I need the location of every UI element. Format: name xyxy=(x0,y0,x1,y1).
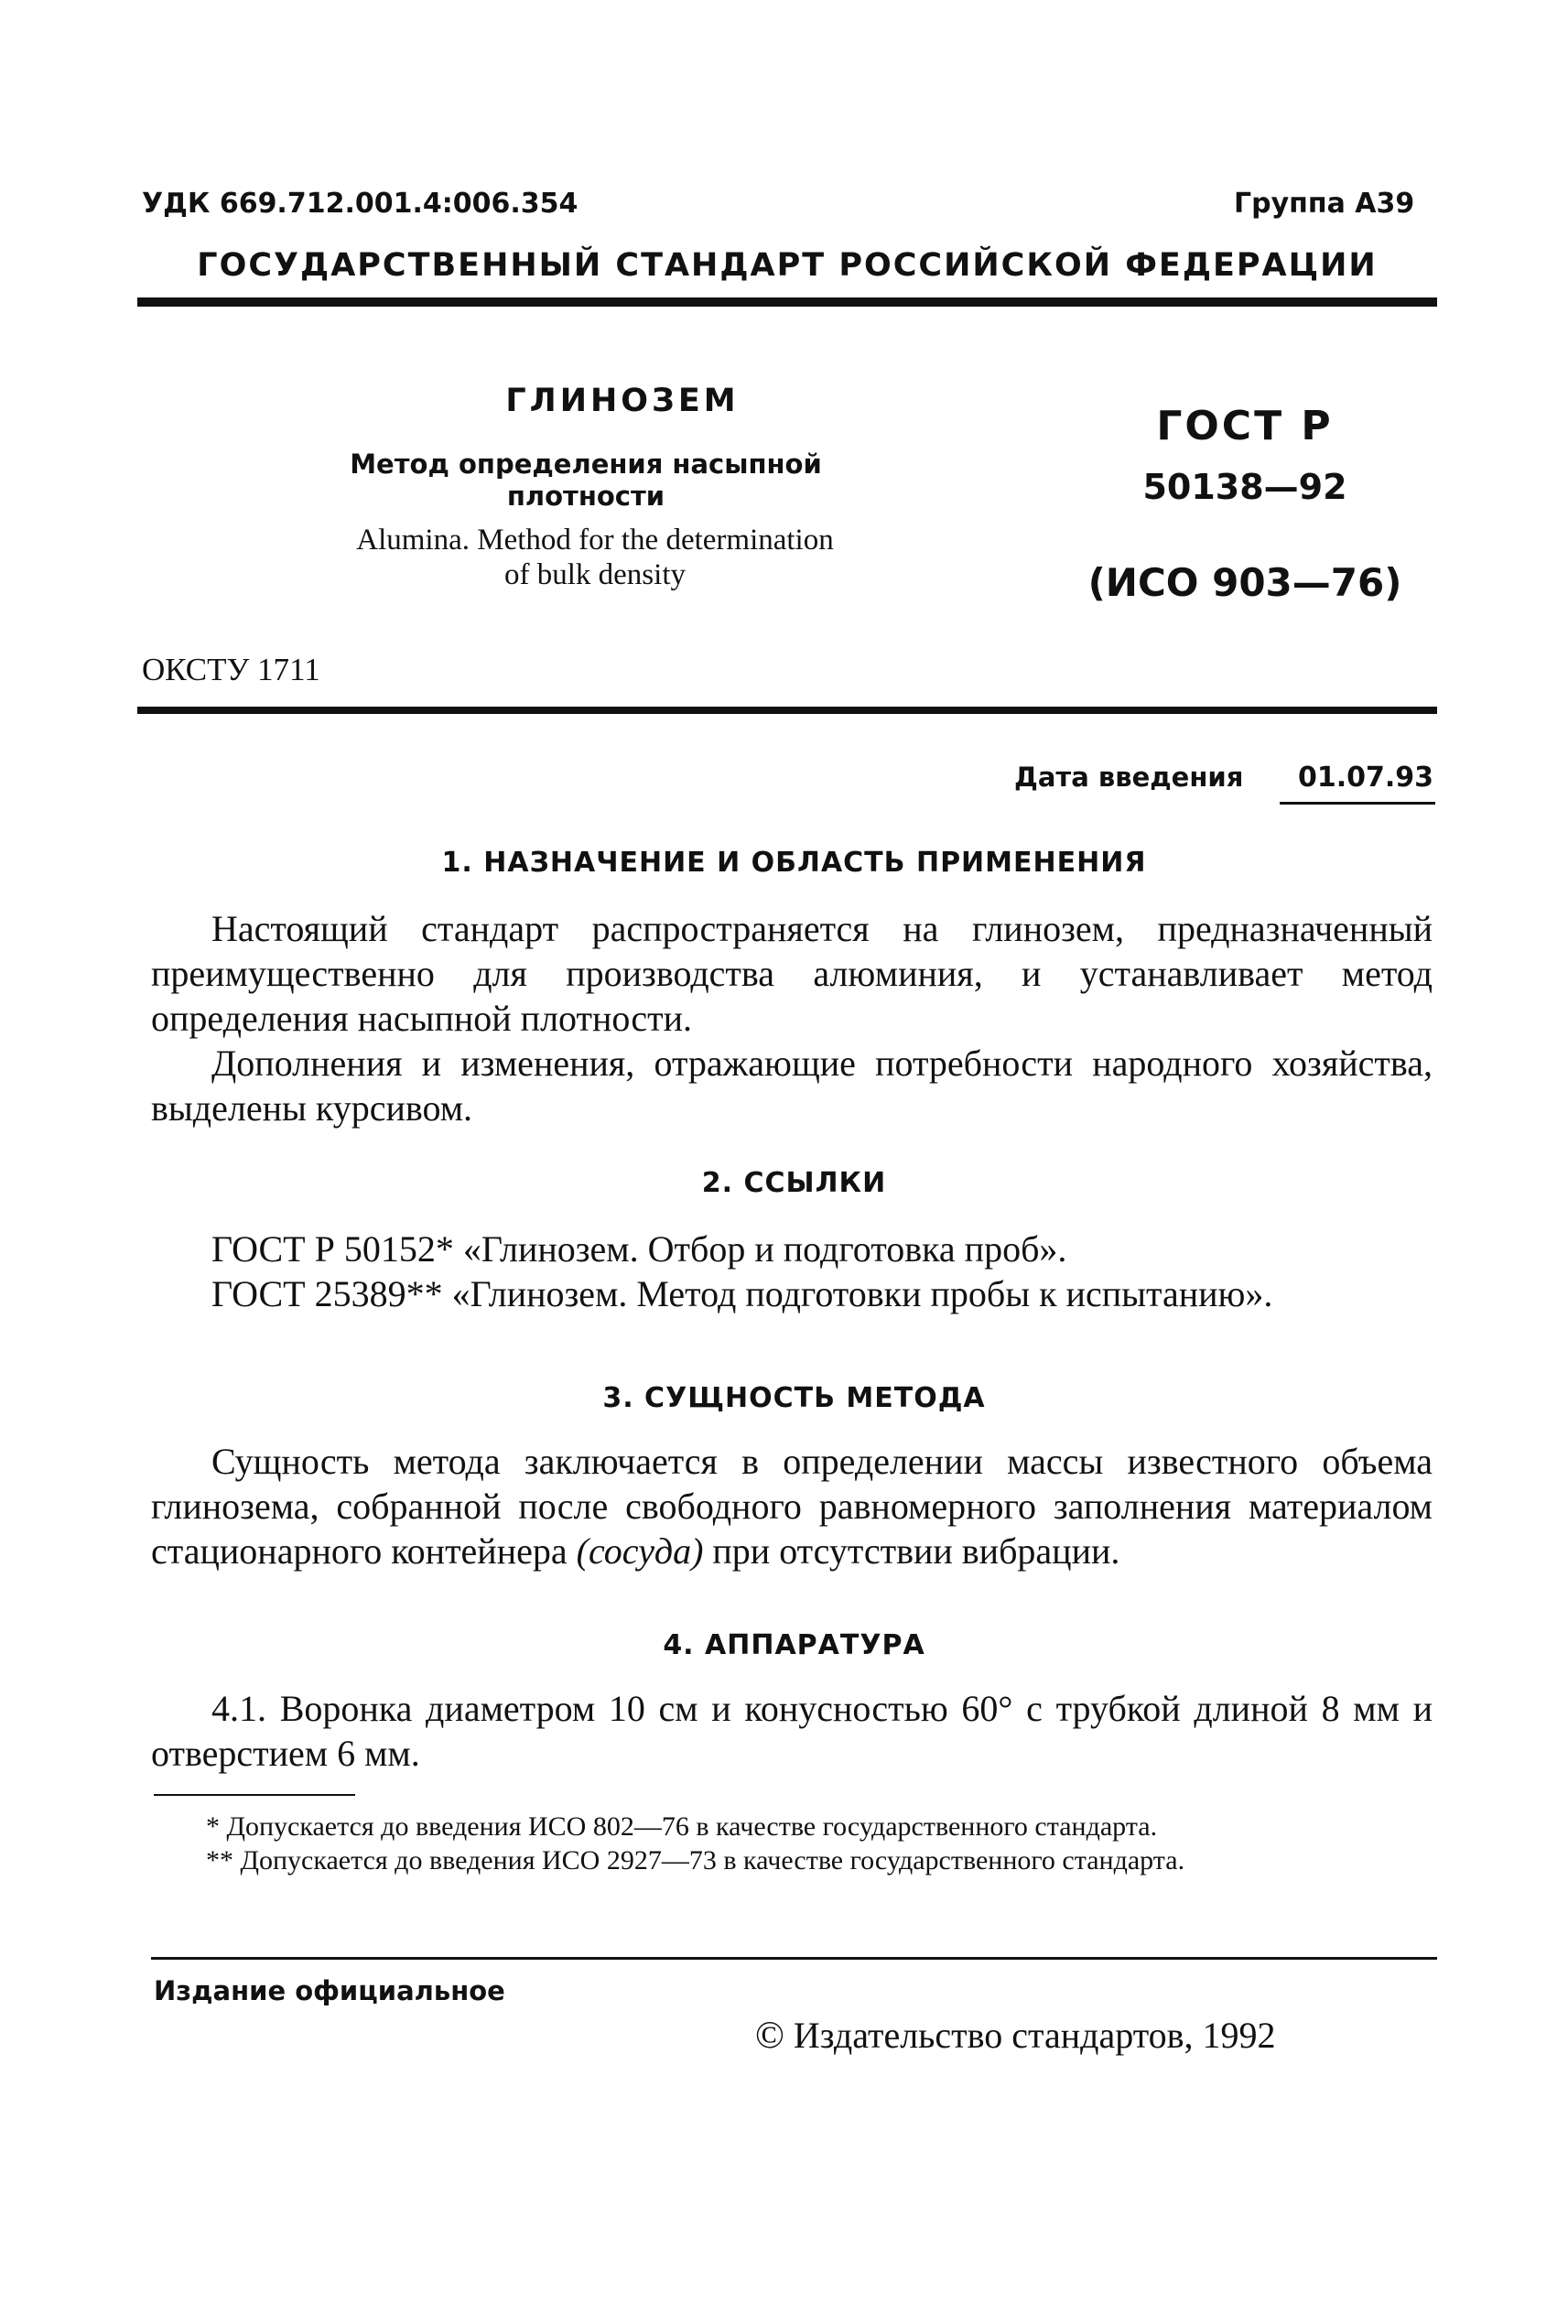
udk-code: УДК 669.712.001.4:006.354 xyxy=(142,188,579,220)
group-code: Группа А39 xyxy=(1234,188,1415,220)
section-1-body xyxy=(151,906,1433,1130)
subtitle-ru-line2: плотности xyxy=(506,481,665,512)
section-1-paragraph-1: Настоящий стандарт распространяется на глинозем, предназначенный преимущественно для производства алюминия, и устанавливает метод определения насыпной плотности. xyxy=(151,908,1433,1039)
footnotes xyxy=(151,1810,1433,1877)
intro-date-label: Дата введения xyxy=(1014,762,1244,793)
official-edition-label: Издание официальное xyxy=(154,1975,505,2006)
section-4-body xyxy=(151,1686,1433,1776)
publisher-text: Издательство стандартов, 1992 xyxy=(793,2015,1276,2056)
section-1-title: 1. НАЗНАЧЕНИЕ И ОБЛАСТЬ ПРИМЕНЕНИЯ xyxy=(441,847,1147,879)
section-2-paragraph-2: ГОСТ 25389** «Глинозем. Метод подготовки пробы к испытанию». xyxy=(211,1273,1273,1314)
section-3-text-after: при отсутствии вибрации. xyxy=(703,1530,1120,1572)
copyright-icon: © xyxy=(755,2015,784,2057)
subtitle-en-line1: Alumina. Method for the determination xyxy=(356,524,834,557)
section-3-title: 3. СУЩНОСТЬ МЕТОДА xyxy=(602,1382,986,1414)
gost-number: 50138—92 xyxy=(1142,467,1347,507)
document-title: ГЛИНОЗЕМ xyxy=(505,383,740,419)
section-2-paragraph-1: ГОСТ Р 50152* «Глинозем. Отбор и подготовка проб». xyxy=(211,1228,1067,1270)
section-3-body xyxy=(151,1439,1433,1573)
section-2-title: 2. ССЫЛКИ xyxy=(701,1167,887,1199)
section-1-paragraph-2: Дополнения и изменения, отражающие потребности народного хозяйства, выделены курсивом. xyxy=(151,1043,1433,1129)
state-standard-title: ГОСУДАРСТВЕННЫЙ СТАНДАРТ РОССИЙСКОЙ ФЕДЕРАЦИИ xyxy=(197,247,1378,284)
section-4-title: 4. АППАРАТУРА xyxy=(663,1629,925,1661)
section-3-text-before: Сущность метода заключается в определении массы известного объема глинозема, собранной после свободного равномерного заполнения материалом стационарного контейнера xyxy=(151,1441,1433,1572)
footnote-rule xyxy=(154,1794,355,1796)
intro-date-value: 01.07.93 xyxy=(1298,762,1434,794)
section-4-paragraph-1: 4.1. Воронка диаметром 10 см и конусностью 60° с трубкой длиной 8 мм и отверстием 6 мм. xyxy=(151,1688,1433,1774)
gost-code: ГОСТ Р xyxy=(1156,403,1334,449)
footnote-1: * Допускается до введения ИСО 802—76 в качестве государственного стандарта. xyxy=(206,1811,1158,1842)
header-rule xyxy=(137,297,1437,307)
iso-reference: (ИСО 903—76) xyxy=(1087,560,1402,605)
footer-rule xyxy=(151,1957,1437,1960)
publisher-line xyxy=(755,2014,1276,2058)
subtitle-en-line2: of bulk density xyxy=(504,558,686,591)
section-3-italic-term: (сосуда) xyxy=(576,1530,704,1572)
intro-date-underline xyxy=(1280,802,1435,805)
section-2-body xyxy=(151,1227,1433,1316)
section-3-paragraph-1 xyxy=(151,1439,1433,1573)
subtitle-ru-line1: Метод определения насыпной xyxy=(350,449,822,480)
okstu-code: ОКСТУ 1711 xyxy=(142,652,320,687)
footnote-2: ** Допускается до введения ИСО 2927—73 в качестве государственного стандарта. xyxy=(206,1845,1185,1875)
title-block-rule xyxy=(137,707,1437,714)
